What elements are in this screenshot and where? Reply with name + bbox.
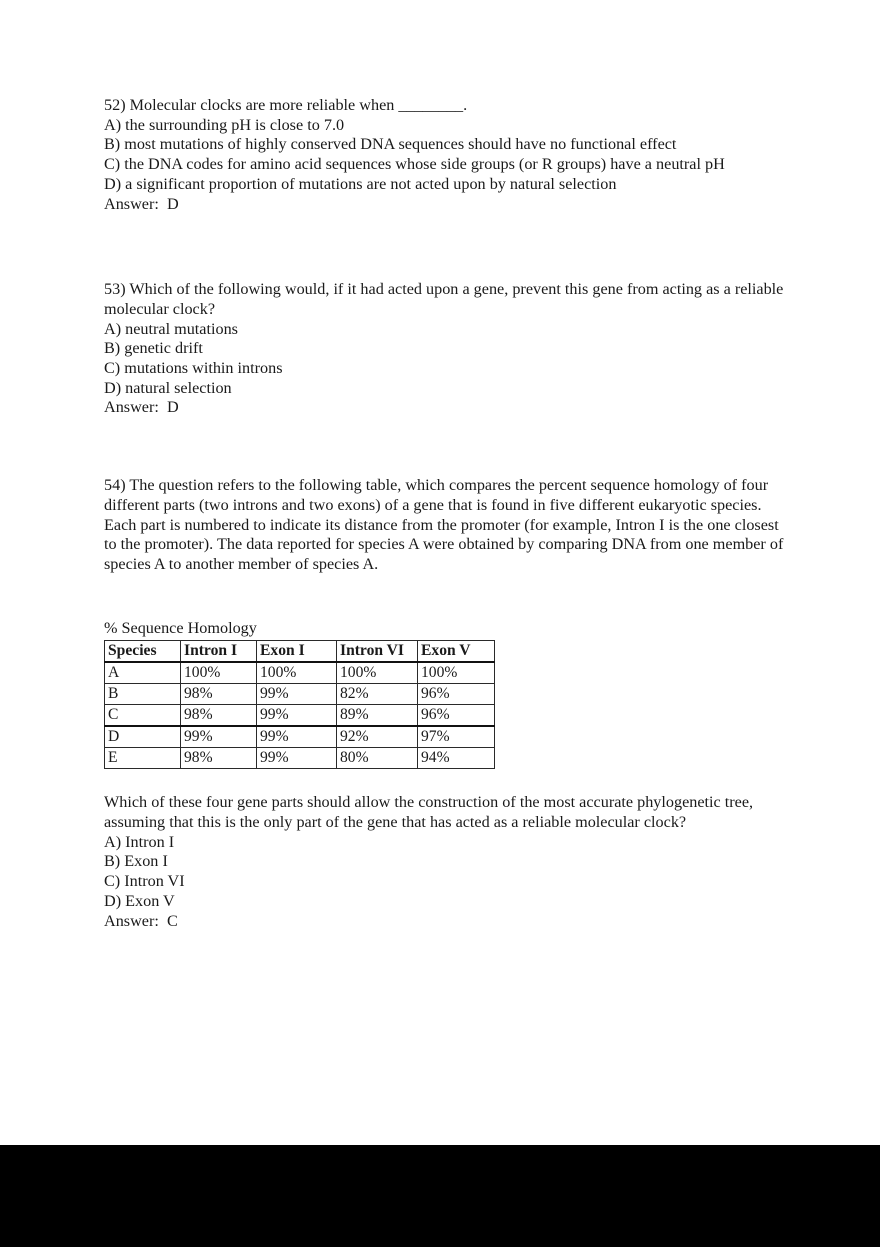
question-option-a: A) Intron I <box>104 832 175 851</box>
table-column-header-species: Species <box>105 641 181 663</box>
table-header-row <box>105 641 495 663</box>
table-row <box>105 684 495 705</box>
table-column-header-intron-i: Intron I <box>181 641 257 663</box>
table-column-header-exon-i: Exon I <box>257 641 337 663</box>
sequence-homology-table <box>104 640 495 769</box>
question-option-c: C) mutations within introns <box>104 359 283 378</box>
question-option-c: C) the DNA codes for amino acid sequences whose side groups (or R groups) have a neutral pH <box>104 155 725 174</box>
table-caption: % Sequence Homology <box>104 618 257 637</box>
table-cell-exon-i: 99% <box>257 748 337 769</box>
table-cell-exon-v: 96% <box>418 705 495 727</box>
question-block-54 <box>104 476 794 931</box>
question-option-b: B) most mutations of highly conserved DNA sequences should have no functional effect <box>104 135 677 154</box>
table-row <box>105 662 495 684</box>
question-block-52 <box>104 96 794 214</box>
table-cell-species: D <box>105 726 181 748</box>
table-cell-species: E <box>105 748 181 769</box>
table-cell-intron-vi: 100% <box>337 662 418 684</box>
question-stem: Which of these four gene parts should allow the construction of the most accurate phylogenetic tree, assuming that this is the only part of the gene that has acted as a reliable molecular clock? <box>104 793 754 832</box>
question-option-a: A) neutral mutations <box>104 319 238 338</box>
table-cell-exon-i: 99% <box>257 726 337 748</box>
table-row <box>105 726 495 748</box>
question-block-53 <box>104 280 794 418</box>
section-spacer <box>104 214 794 280</box>
page-bottom-black-bar <box>0 1145 880 1247</box>
question-option-d: D) a significant proportion of mutations are not acted upon by natural selection <box>104 174 617 193</box>
question-option-b: B) genetic drift <box>104 339 203 358</box>
answer-line: Answer: D <box>104 398 179 417</box>
table-cell-intron-vi: 80% <box>337 748 418 769</box>
table-cell-exon-v: 96% <box>418 684 495 705</box>
table-row <box>105 705 495 727</box>
question-stem: 52) Molecular clocks are more reliable when ________. <box>104 96 468 114</box>
question-option-d: D) Exon V <box>104 891 175 910</box>
table-cell-intron-i: 99% <box>181 726 257 748</box>
table-cell-species: A <box>105 662 181 684</box>
section-spacer <box>104 418 794 476</box>
question-option-c: C) Intron VI <box>104 872 185 891</box>
question-option-a: A) the surrounding pH is close to 7.0 <box>104 115 345 134</box>
table-cell-intron-i: 100% <box>181 662 257 684</box>
table-cell-intron-vi: 82% <box>337 684 418 705</box>
question-option-d: D) natural selection <box>104 378 232 397</box>
table-cell-intron-vi: 89% <box>337 705 418 727</box>
table-column-header-exon-v: Exon V <box>418 641 495 663</box>
table-cell-intron-vi: 92% <box>337 726 418 748</box>
table-cell-exon-v: 94% <box>418 748 495 769</box>
question-option-b: B) Exon I <box>104 852 168 871</box>
table-cell-exon-i: 100% <box>257 662 337 684</box>
section-spacer <box>104 769 794 793</box>
answer-line: Answer: D <box>104 194 179 213</box>
answer-line: Answer: C <box>104 911 178 930</box>
table-cell-intron-i: 98% <box>181 748 257 769</box>
section-spacer <box>104 575 794 619</box>
question-stem: 53) Which of the following would, if it had acted upon a gene, prevent this gene from acting as a reliable molecular clock? <box>104 280 784 318</box>
table-cell-intron-i: 98% <box>181 705 257 727</box>
table-cell-exon-i: 99% <box>257 705 337 727</box>
table-cell-species: B <box>105 684 181 705</box>
table-cell-exon-v: 97% <box>418 726 495 748</box>
table-cell-exon-v: 100% <box>418 662 495 684</box>
question-intro-paragraph: 54) The question refers to the following table, which compares the percent sequence homology of four different parts (two introns and two exons) of a gene that is found in five different eukaryotic species. Each part is numbered to indicate its distance from the promoter (for example, Intron I is the one closest to the promoter). The data reported for species A were obtained by comparing DNA from one member of species A to another member of species A. <box>104 476 784 573</box>
document-body <box>104 96 794 931</box>
table-cell-intron-i: 98% <box>181 684 257 705</box>
table-row <box>105 748 495 769</box>
table-cell-exon-i: 99% <box>257 684 337 705</box>
table-column-header-intron-vi: Intron VI <box>337 641 418 663</box>
table-cell-species: C <box>105 705 181 727</box>
